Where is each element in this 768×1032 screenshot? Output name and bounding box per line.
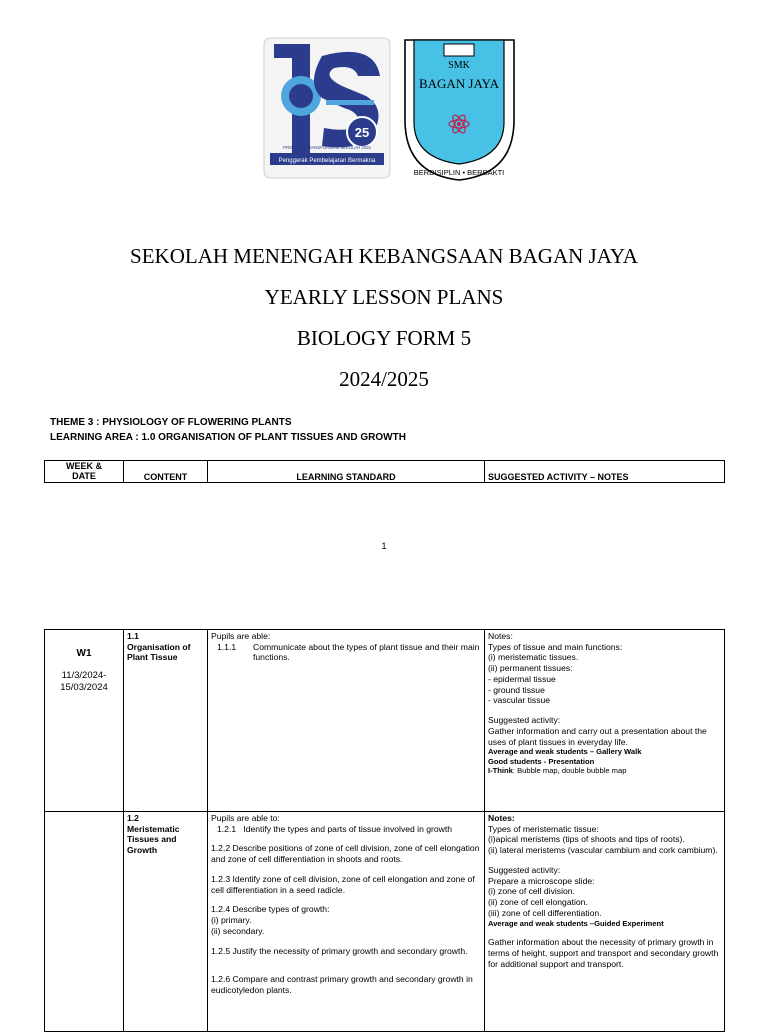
subject-title: BIOLOGY FORM 5 (296, 326, 472, 350)
header-date-line: DATE (72, 471, 96, 482)
logo-area (262, 36, 518, 182)
lesson-plan-header-table (44, 460, 725, 483)
notes-line: (i) meristematic tissues. (488, 652, 579, 663)
activity-line: (iii) zone of cell differentiation. (488, 907, 602, 918)
content-title: Meristematic Tissues and Growth (127, 823, 180, 856)
growth-type: (i) primary. (211, 915, 252, 926)
svg-text:SMK: SMK (448, 60, 470, 71)
ithink-line (488, 766, 721, 775)
learning-area-label: LEARNING AREA : 1.0 ORGANISATION OF PLANT TISSUES AND GROWTH (50, 432, 406, 443)
average-students-label: Average and weak students – Gallery Walk (488, 747, 642, 757)
notes-line: - ground tissue (488, 684, 545, 695)
notes-line: Types of meristematic tissue: (488, 823, 599, 834)
svg-text:25: 25 (354, 125, 370, 140)
good-students-label: Good students - Presentation (488, 756, 595, 766)
notes-title: Notes: (488, 631, 513, 641)
standard-text: Communicate about the types of plant tissue and their main functions. (253, 641, 480, 663)
notes-title: Notes: (488, 813, 515, 823)
document-title: YEARLY LESSON PLANS (264, 285, 504, 309)
activity-title: Suggested activity: (488, 864, 561, 875)
notes-line: Types of tissue and main functions: (488, 641, 623, 652)
notes-line: (ii) permanent tissues: (488, 663, 573, 674)
notes-line: (i)apical meristems (tips of shoots and tips of roots). (488, 834, 685, 845)
ithink-label: I-Think (488, 766, 513, 776)
learning-standard-cell (208, 630, 485, 812)
logos-svg (262, 36, 518, 182)
growth-type: (ii) secondary. (211, 925, 265, 936)
academic-year: 2024/2025 (339, 367, 429, 391)
ithink-text: : Bubble map, double bubble map (512, 766, 627, 776)
suggested-activity-cell (485, 812, 725, 1032)
notes-line: - epidermal tissue (488, 673, 556, 684)
average-students-label: Average and weak students –Guided Experiment (488, 918, 664, 928)
content-title: Organisation of Plant Tissue (127, 641, 191, 663)
suggested-activity-cell (485, 630, 725, 812)
ts25-logo (264, 38, 390, 178)
svg-text:PROGRAM TRANSFORMASI SEKOLAH 2: PROGRAM TRANSFORMASI SEKOLAH 2025 (283, 145, 371, 150)
svg-text:BERDISIPLIN • BERBAKTI: BERDISIPLIN • BERBAKTI (413, 168, 505, 177)
header-week-date (45, 461, 124, 483)
notes-line: - vascular tissue (488, 695, 551, 706)
page-number: 1 (381, 541, 387, 551)
week-date: 11/3/2024-15/03/2024 (60, 669, 108, 693)
header-learning-standard: LEARNING STANDARD (208, 461, 485, 483)
activity-line: (i) zone of cell division. (488, 886, 575, 897)
standard-number: 1.1.1 (217, 641, 237, 652)
standard-text: Identify the types and parts of tissue involved in growth (243, 823, 453, 834)
standard-item: 1.2.6 Compare and contrast primary growth and secondary growth in eudicotyledon plants. (211, 974, 473, 996)
activity-line: (ii) zone of cell elongation. (488, 897, 588, 908)
standard-item (211, 824, 481, 835)
week-label: W1 (76, 648, 92, 659)
standard-item: 1.2.5 Justify the necessity of primary growth and secondary growth. (211, 945, 468, 956)
activity-line: Prepare a microscope slide: (488, 875, 595, 886)
svg-text:BAGAN JAYA: BAGAN JAYA (418, 76, 500, 91)
school-crest-logo (405, 40, 514, 180)
content-number: 1.1 (127, 631, 139, 641)
header-content: CONTENT (124, 461, 208, 483)
learning-standard-cell (208, 812, 485, 1032)
notes-line: (ii) lateral meristems (vascular cambium and cork cambium). (488, 845, 718, 856)
standard-intro: Pupils are able to: (211, 813, 280, 823)
content-cell (124, 630, 208, 812)
standard-intro: Pupils are able: (211, 631, 271, 641)
standard-item: 1.2.4 Describe types of growth: (211, 904, 330, 915)
week-cell (45, 630, 124, 812)
content-number: 1.2 (127, 813, 139, 823)
table-row (45, 812, 725, 1032)
standard-item: 1.2.2 Describe positions of zone of cell division, zone of cell elongation and zone of cell differentiation in shoots and roots. (211, 843, 480, 865)
standard-item (211, 642, 481, 663)
week-cell (45, 812, 124, 1032)
table-row (45, 630, 725, 812)
header-week-line: WEEK & (66, 461, 102, 471)
svg-text:Penggerak Pembelajaran Bermakn: Penggerak Pembelajaran Bermakna (278, 158, 376, 164)
school-name: SEKOLAH MENENGAH KEBANGSAAN BAGAN JAYA (130, 244, 638, 268)
standard-number: 1.2.1 (217, 823, 237, 834)
activity-text: Gather information and carry out a presentation about the uses of plant tissues in everyday life. (488, 725, 707, 747)
gather-text: Gather information about the necessity of primary growth in terms of height, support and transport and secondary growth for additional support and transport. (488, 937, 719, 969)
content-cell (124, 812, 208, 1032)
header-suggested-activity: SUGGESTED ACTIVITY – NOTES (485, 461, 725, 483)
standard-item: 1.2.3 Identify zone of cell division, zone of cell elongation and zone of cell differentiation in a seed radicle. (211, 873, 475, 895)
activity-title: Suggested activity: (488, 715, 561, 726)
lesson-plan-table (44, 629, 725, 1032)
theme-label: THEME 3 : PHYSIOLOGY OF FLOWERING PLANTS (50, 417, 292, 428)
